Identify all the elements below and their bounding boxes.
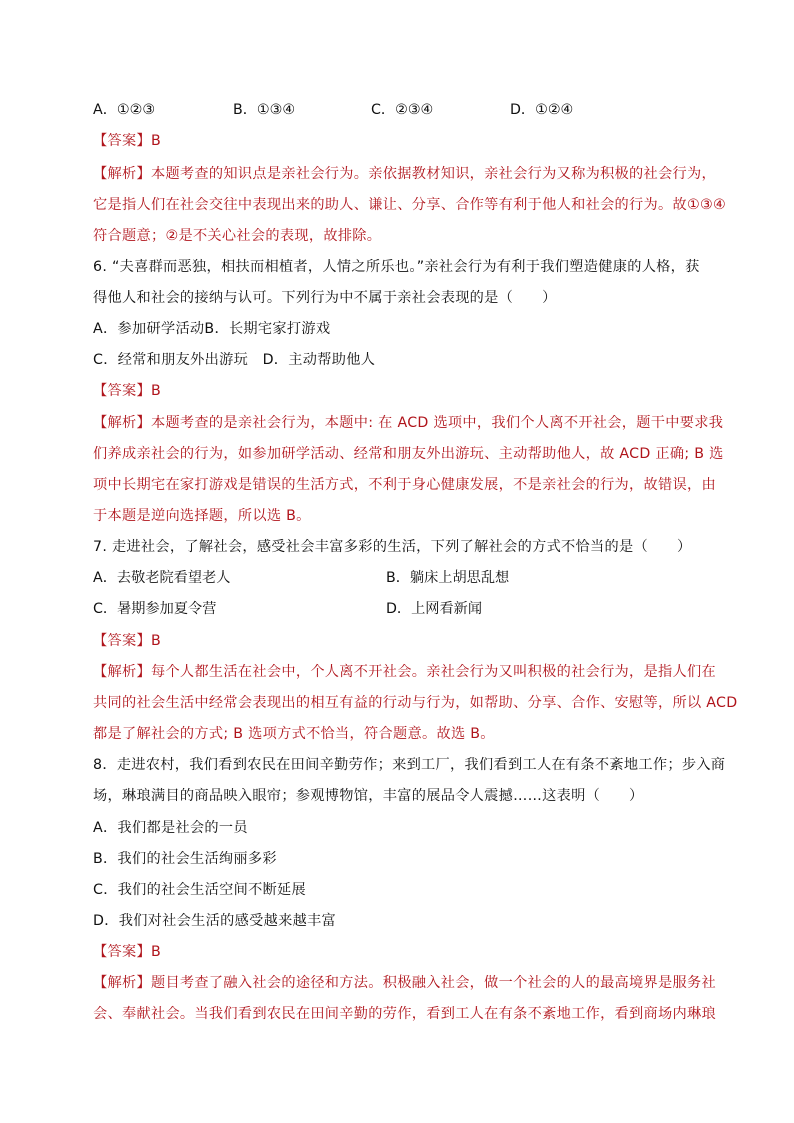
q8-option-b: B．我们的社会生活绚丽多彩: [93, 851, 277, 867]
q6-stem-line-1: 6. “夫喜群而恶独，相扶而相植者，人情之所乐也。”亲社会行为有利于我们塑造健康的人格，获: [93, 259, 700, 275]
q7-options-row-2: [93, 599, 703, 619]
q7-answer: 【答案】B: [93, 633, 161, 649]
q7-analysis-line-3: 都是了解社会的方式; B 选项方式不恰当，符合题意。故选 B。: [93, 726, 495, 742]
q6-analysis-line-3: 项中长期宅在家打游戏是错误的生活方式，不利于身心健康发展，不是亲社会的行为，故错误，由: [93, 477, 716, 493]
q6-analysis-line-1: 【解析】本题考查的是亲社会行为，本题中: 在 ACD 选项中，我们个人离不开社会，题干中要求我: [93, 415, 724, 431]
q7-option-a: A．去敬老院看望老人: [93, 570, 231, 586]
q6-analysis-line-2: 们养成亲社会的行为，如参加研学活动、经常和朋友外出游玩、主动帮助他人，故 ACD 正确; B 选: [93, 446, 724, 462]
q5-analysis-line-3: 符合题意；②是不关心社会的表现，故排除。: [93, 228, 382, 244]
q7-analysis-line-1: 【解析】每个人都生活在社会中，个人离不开社会。亲社会行为又叫积极的社会行为，是指人们在: [93, 664, 716, 680]
q5-options: [93, 100, 703, 120]
q5-analysis-line-1: 【解析】本题考查的知识点是亲社会行为。亲依据教材知识，亲社会行为又称为积极的社会行为，: [93, 166, 716, 182]
q7-option-b: B．躺床上胡思乱想: [386, 570, 510, 586]
q6-stem-line-2: 得他人和社会的接纳与认可。下列行为中不属于亲社会表现的是（ ）: [93, 290, 557, 306]
q8-option-c: C．我们的社会生活空间不断延展: [93, 882, 307, 898]
q5-option-a: A．①②③: [93, 102, 156, 118]
q7-option-d: D．上网看新闻: [386, 601, 483, 617]
q5-analysis-line-2: 它是指人们在社会交往中表现出来的助人、谦让、分享、合作等有利于他人和社会的行为。故①③④: [93, 197, 727, 213]
q8-answer: 【答案】B: [93, 944, 161, 960]
q6-analysis-line-4: 于本题是逆向选择题，所以选 B。: [93, 508, 311, 524]
q5-option-c: C．②③④: [371, 102, 434, 118]
q8-stem-line-1: 8．走进农村，我们看到农民在田间辛勤劳作；来到工厂，我们看到工人在有条不紊地工作；步入商: [93, 757, 726, 773]
q6-options-line-1: A．参加研学活动B．长期宅家打游戏: [93, 321, 331, 337]
q7-option-c: C．暑期参加夏令营: [93, 601, 217, 617]
q8-option-d: D．我们对社会生活的感受越来越丰富: [93, 913, 337, 929]
q7-analysis-line-2: 共同的社会生活中经常会表现出的相互有益的行动与行为，如帮助、分享、合作、安慰等，所以 ACD: [93, 695, 738, 711]
q6-options-line-2: C．经常和朋友外出游玩 D．主动帮助他人: [93, 352, 376, 368]
q8-analysis-line-2: 会、奉献社会。当我们看到农民在田间辛勤的劳作，看到工人在有条不紊地工作，看到商场内琳琅: [93, 1006, 716, 1022]
q7-stem: 7. 走进社会，了解社会，感受社会丰富多彩的生活，下列了解社会的方式不恰当的是（ ）: [93, 539, 692, 555]
q5-answer: 【答案】B: [93, 133, 161, 149]
q6-answer: 【答案】B: [93, 383, 161, 399]
q8-stem-line-2: 场，琳琅满目的商品映入眼帘；参观博物馆，丰富的展品令人震撼……这表明（ ）: [93, 788, 644, 804]
q7-options-row-1: [93, 568, 703, 588]
q8-analysis-line-1: 【解析】题目考查了融入社会的途径和方法。积极融入社会，做一个社会的人的最高境界是服务社: [93, 975, 716, 991]
q8-option-a: A．我们都是社会的一员: [93, 820, 248, 836]
q5-option-b: B．①③④: [233, 102, 296, 118]
q5-option-d: D．①②④: [510, 102, 574, 118]
